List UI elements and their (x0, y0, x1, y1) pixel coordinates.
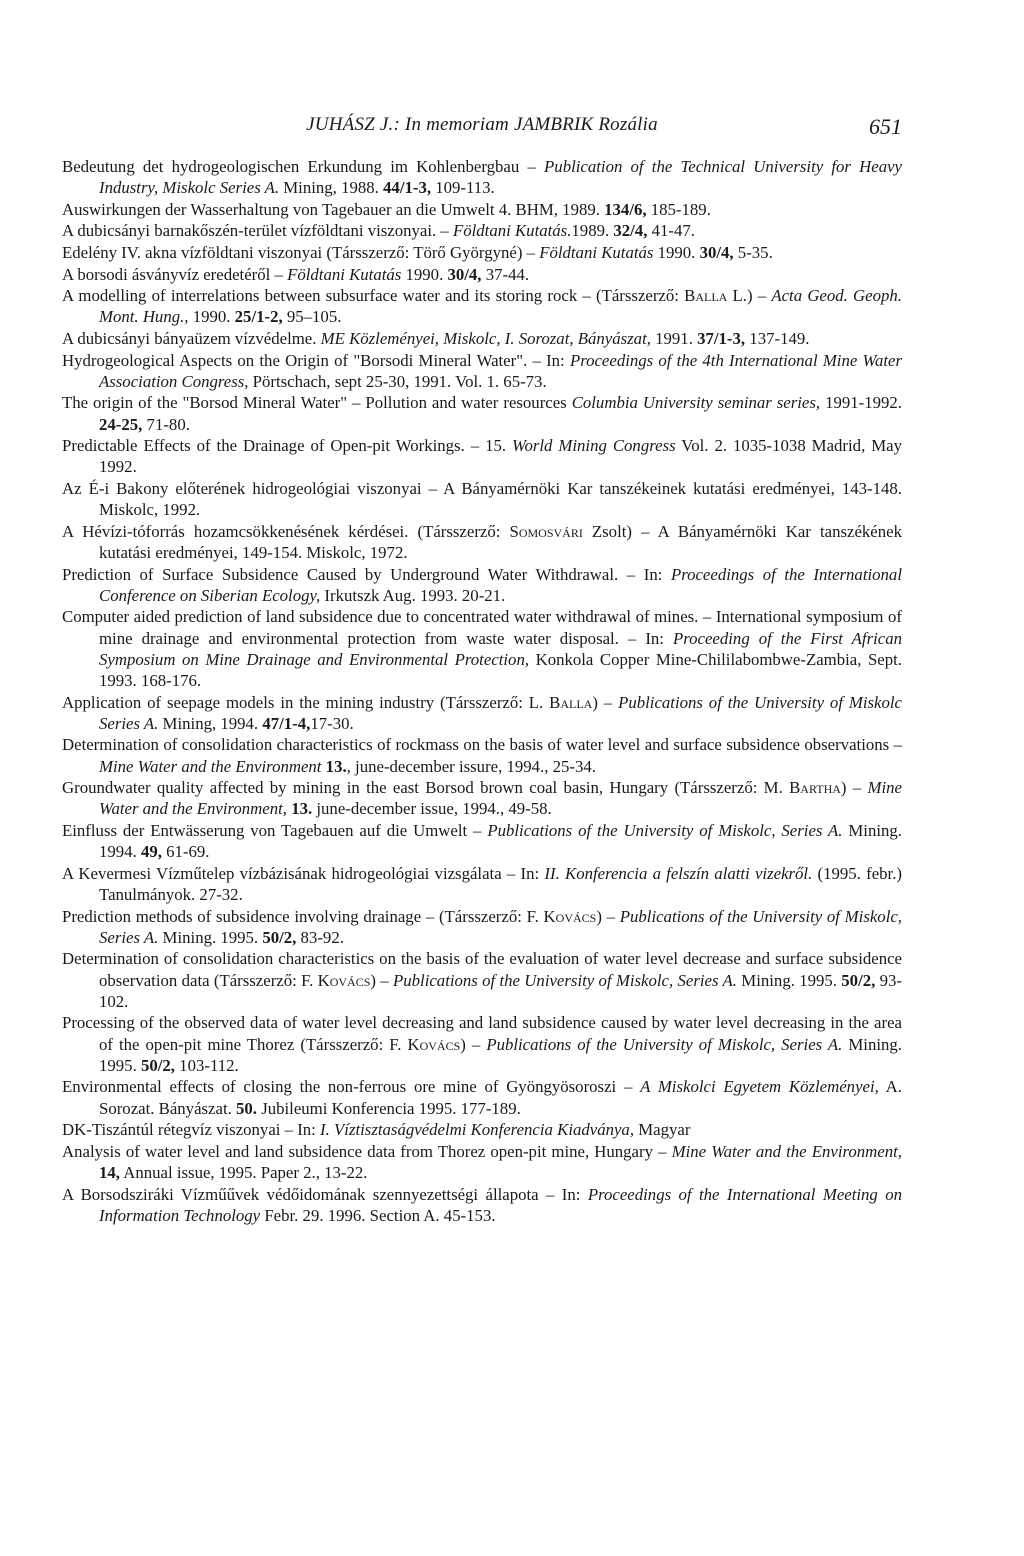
reference-text: ) – (460, 1034, 487, 1054)
reference-text: Publications of the University of Miskolc, Series A. (487, 820, 843, 840)
reference-text: Kovács (407, 1034, 461, 1054)
reference-text: Analysis of water level and land subsidence data from Thorez open-pit mine, Hungary – (62, 1141, 672, 1161)
reference-text: Auswirkungen der Wasserhaltung von Tagebauer an die Umwelt 4. BHM, 1989. (62, 199, 605, 219)
reference-text: 134/6, (604, 199, 647, 219)
reference-text: june-december issue, 1994., 49-58. (312, 799, 552, 819)
reference-text: Földtani Kutatás (287, 264, 402, 284)
reference-entry (62, 199, 902, 220)
reference-entry (62, 564, 902, 606)
reference-text: Annual issue, 1995. Paper 2., 13-22. (119, 1162, 368, 1182)
reference-text: 1991. (650, 328, 698, 348)
reference-text: Zsolt) – A Bányamérnöki Kar tanszékének kutatási eredményei, 149-154. Miskolc, 1972. (99, 521, 902, 562)
reference-text: 1990. (401, 264, 448, 284)
reference-text: Application of seepage models in the mining industry (Társszerző: L. (62, 692, 550, 712)
reference-text: Determination of consolidation characteristics on the basis of the evaluation of water level decrease and surface subsidence observation data (Társszerző: F. (62, 949, 902, 990)
reference-text: ) – (592, 692, 619, 712)
reference-text: 47/1-4, (262, 713, 311, 733)
reference-text: 61-69. (161, 842, 210, 862)
reference-entry (62, 435, 902, 477)
reference-text: Publications of the University of Miskolc, Series A. (393, 970, 737, 990)
reference-text: Proceedings of the International Meeting on Information Technology (99, 1184, 902, 1225)
reference-entry (62, 1076, 902, 1118)
reference-text: ) – (596, 906, 620, 926)
reference-text: Febr. 29. 1996. Section A. 45-153. (260, 1205, 496, 1225)
reference-entry (62, 156, 902, 198)
reference-text: Bartha (789, 778, 841, 798)
reference-text: Bedeutung det hydrogeologischen Erkundung im Kohlenbergbau – (62, 157, 545, 176)
reference-text: 13. (291, 799, 313, 819)
bibliography-list (62, 156, 902, 1226)
reference-text: Mining. 1995. (99, 1034, 902, 1075)
reference-text: 37/1-3, (697, 328, 746, 348)
reference-text: Processing of the observed data of water level decreasing and land subsidence caused by water level decreasing in the area of the open-pit mine Thorez (Társszerző: F. (62, 1013, 902, 1054)
reference-text: Columbia University seminar series, (571, 393, 821, 413)
reference-text: Publication of the Technical University for Heavy Industry, Miskolc Series A. (99, 157, 902, 198)
reference-text: 1991-1992. (820, 393, 902, 413)
reference-text: A Kevermesi Vízműtelep vízbázisának hidrogeológiai vizsgálata – In: (62, 863, 545, 883)
reference-text: A Borsodsziráki Vízműűvek védőidomának szennyezettségi állapota – In: (62, 1184, 588, 1204)
reference-text: Kovács (543, 906, 597, 926)
reference-text: A Miskolci Egyetem Közleményei, (640, 1077, 879, 1097)
reference-entry (62, 350, 902, 392)
reference-text: ) – (370, 970, 393, 990)
reference-text: Groundwater quality affected by mining in the east Borsod brown coal basin, Hungary (Társszerző: M. (62, 778, 790, 798)
reference-text: 1989. (571, 221, 614, 241)
reference-text: Prediction methods of subsidence involving drainage – (Társszerző: F. (62, 906, 544, 926)
reference-text: 137-149. (745, 328, 810, 348)
reference-text: Proceedings of the International Conference on Siberian Ecology, (99, 564, 902, 605)
reference-entry (62, 734, 902, 776)
reference-text: Kovács (317, 970, 371, 990)
reference-text: Vol. 2. 1035-1038 Madrid, May 1992. (99, 436, 902, 477)
reference-text: Irkutszk Aug. 1993. 20-21. (320, 585, 506, 605)
reference-text: Mining. 1995. (158, 927, 263, 947)
reference-text: 30/4, (699, 242, 734, 262)
reference-text: 1990. (188, 307, 235, 327)
reference-entry (62, 242, 902, 263)
reference-entry (62, 863, 902, 905)
reference-text: 50/2, (841, 970, 876, 990)
reference-text: ) – (840, 778, 868, 798)
reference-text: 50. (236, 1098, 257, 1118)
reference-entry (62, 521, 902, 563)
reference-text: Mining, 1994. (158, 713, 263, 733)
page-number: 651 (869, 114, 902, 139)
reference-text: Prediction of Surface Subsidence Caused by Underground Water Withdrawal. – In: (62, 564, 671, 584)
running-title-subject-name: Rozália (593, 114, 658, 135)
reference-entry (62, 948, 902, 1012)
reference-text: Hydrogeological Aspects on the Origin of "Borsodi Mineral Water". – In: (62, 350, 570, 370)
reference-text: , june-december issure, 1994., 25-34. (346, 756, 596, 776)
reference-text: 25/1-2, (234, 307, 283, 327)
reference-text: 37-44. (481, 264, 530, 284)
reference-text: Jubileumi Konferencia 1995. 177-189. (257, 1098, 521, 1118)
reference-text: 95–105. (282, 307, 342, 327)
reference-text: Konkola Copper Mine-Chililabombwe-Zambia, Sept. 1993. 168-176. (99, 649, 902, 690)
reference-entry (62, 392, 902, 434)
reference-text: Determination of consolidation characteristics of rockmass on the basis of water level and surface subsidence observations – (62, 735, 902, 755)
reference-text: Proceedings of the 4th International Mine Water Association Congress, (99, 350, 902, 391)
reference-text: 13. (325, 756, 347, 776)
reference-text: ME Közleményei, Miskolc, I. Sorozat, Bányászat, (320, 328, 651, 348)
running-title-prefix: : In memoriam (393, 114, 514, 135)
reference-entry (62, 692, 902, 734)
reference-text: 30/4, (447, 264, 482, 284)
reference-text: A dubicsányi barnakőszén-terület vízföldtani viszonyai. – (62, 221, 453, 241)
reference-text: Magyar (634, 1120, 691, 1140)
reference-text: Edelény IV. akna vízföldtani viszonyai (Társszerző: Törő Györgyné) – (62, 242, 540, 262)
reference-text: Mining. 1994. (99, 820, 902, 862)
reference-entry (62, 328, 902, 349)
reference-entry (62, 285, 902, 327)
reference-text: Einfluss der Entwässerung von Tagebauen auf die Umwelt – (62, 820, 488, 840)
reference-text: Mining, 1988. (279, 178, 384, 198)
reference-text: A dubicsányi bányaüzem vízvédelme. (62, 328, 321, 348)
reference-entry (62, 478, 902, 520)
reference-text: 109-113. (431, 178, 495, 198)
reference-entry (62, 220, 902, 241)
reference-text: 32/4, (613, 221, 648, 241)
reference-entry (62, 906, 902, 948)
reference-text: 49, (140, 842, 162, 862)
reference-text: Publications of the University of Miskolc, Series A. (486, 1034, 843, 1054)
reference-text: A borsodi ásványvíz eredetéről – (62, 264, 288, 284)
reference-text: 5-35. (733, 242, 773, 262)
reference-text: Computer aided prediction of land subsidence due to concentrated water withdrawal of mines. – International symposium of mine drainage and environmental protection from waste water disposal. – In: (62, 607, 902, 648)
reference-text: Mine Water and the Environment (99, 756, 322, 776)
reference-text: 185-189. (646, 199, 711, 219)
reference-text: Földtani Kutatás. (452, 221, 572, 241)
reference-text: 14, (99, 1162, 120, 1182)
reference-text: 103-112. (174, 1055, 239, 1075)
reference-text: 41-47. (647, 221, 695, 241)
reference-text: 93-102. (99, 970, 902, 1011)
reference-text: II. Konferencia a felszín alatti vizekről. (544, 863, 813, 883)
running-title-author: JUHÁSZ J. (306, 114, 394, 135)
reference-text: Somosvári (509, 521, 583, 541)
reference-entry (62, 1184, 902, 1226)
reference-text: Predictable Effects of the Drainage of Open-pit Workings. – 15. (62, 436, 513, 456)
reference-text: (1995. febr.) Tanulmányok. 27-32. (99, 863, 902, 904)
reference-entry (62, 606, 902, 691)
reference-text: Balla (684, 286, 728, 306)
reference-text: 24-25, (99, 414, 143, 434)
running-title-subject: JAMBRIK (513, 114, 594, 135)
reference-text: Publications of the University of Miskolc, Series A. (99, 906, 903, 947)
reference-text: 83-92. (296, 927, 344, 947)
reference-text: Mine Water and the Environment, (99, 778, 902, 819)
page-header (62, 114, 902, 144)
reference-text: Publications of the University of Miskolc Series A. (99, 692, 902, 733)
running-title (62, 114, 902, 136)
reference-text: Mine Water and the Environment, (671, 1141, 902, 1161)
reference-text: 17-30. (310, 713, 354, 733)
reference-entry (62, 1141, 902, 1183)
reference-text: 71-80. (142, 414, 190, 434)
reference-text: Földtani Kutatás (539, 242, 654, 262)
reference-text: Acta Geod. Geoph. Mont. Hung., (99, 286, 902, 327)
reference-text: DK-Tiszántúl rétegvíz viszonyai – In: (62, 1120, 321, 1140)
reference-text: The origin of the "Borsod Mineral Water" – Pollution and water resources (62, 393, 572, 413)
reference-entry (62, 820, 902, 862)
reference-entry (62, 1012, 902, 1076)
reference-text: I. Víztisztaságvédelmi Konferencia Kiadványa, (320, 1120, 635, 1140)
reference-text: Proceeding of the First African Symposium on Mine Drainage and Environmental Protection, (99, 628, 902, 669)
reference-text: A Hévízi-tóforrás hozamcsökkenésének kérdései. (Társszerző: (62, 521, 510, 541)
reference-text: Environmental effects of closing the non-ferrous ore mine of Gyöngyösoroszi – (62, 1077, 641, 1097)
reference-entry (62, 264, 902, 285)
reference-text: 50/2, (140, 1055, 175, 1075)
reference-text: Az É-i Bakony előterének hidrogeológiai viszonyai – A Bányamérnöki Kar tanszékeinek kutatási eredményei, 143-148. Miskolc, 1992. (62, 478, 902, 520)
reference-text: World Mining Congress (512, 436, 676, 456)
reference-text: 50/2, (262, 927, 297, 947)
reference-text: A. Sorozat. Bányászat. (99, 1077, 902, 1118)
reference-text: Mining. 1995. (736, 970, 842, 990)
reference-text: Pörtschach, sept 25-30, 1991. Vol. 1. 65-73. (248, 371, 547, 391)
reference-text: L.) – (727, 286, 772, 306)
reference-entry (62, 1119, 902, 1140)
reference-text: 1990. (653, 242, 700, 262)
reference-text: A modelling of interrelations between subsurface water and its storing rock – (Társszerző: (62, 286, 685, 306)
reference-entry (62, 777, 902, 819)
reference-text: Balla (549, 692, 593, 712)
reference-text: 44/1-3, (383, 178, 432, 198)
